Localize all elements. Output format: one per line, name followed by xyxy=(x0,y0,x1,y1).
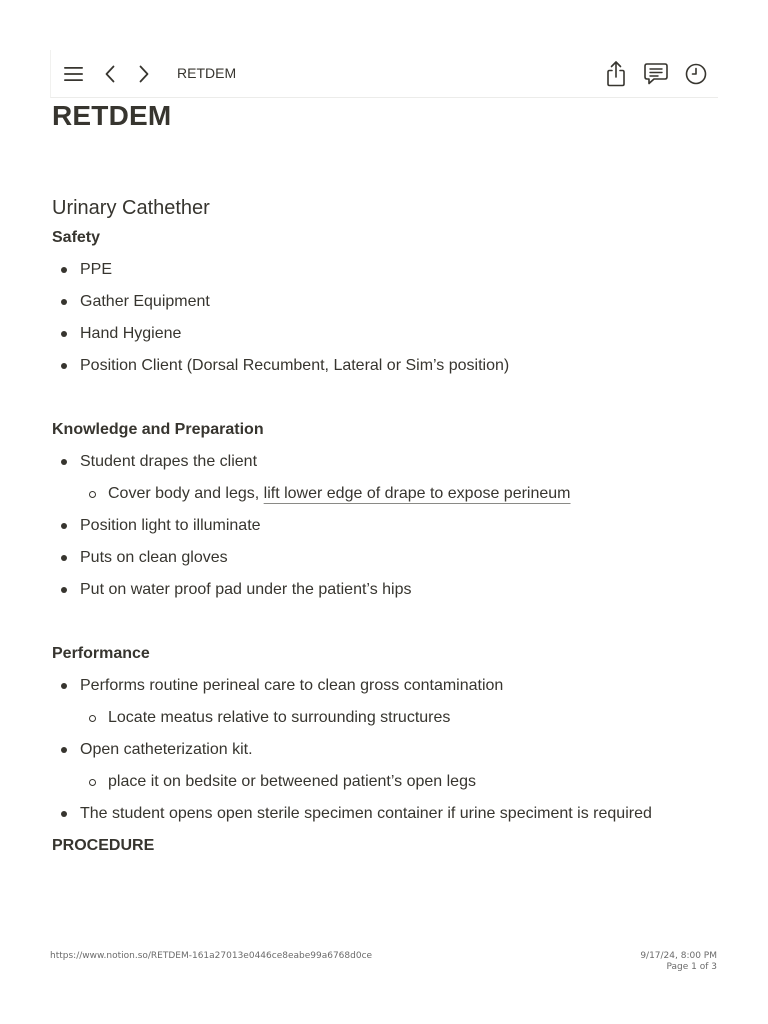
knowledge-list xyxy=(52,446,732,606)
list-item: The student opens open sterile specimen container if urine speciment is required xyxy=(52,798,732,830)
sub-list-item xyxy=(52,478,732,510)
safety-heading: Safety xyxy=(52,229,101,246)
footer-meta xyxy=(640,951,717,973)
top-bar xyxy=(50,50,718,98)
list-item: Put on water proof pad under the patient’s hips xyxy=(52,574,732,606)
page-title: RETDEM xyxy=(52,100,172,131)
performance-heading: Performance xyxy=(52,645,150,662)
sub-item-text: Cover body and legs, xyxy=(108,485,264,502)
knowledge-heading: Knowledge and Preparation xyxy=(52,421,264,438)
comment-icon[interactable] xyxy=(643,61,669,87)
chevron-right-icon[interactable] xyxy=(135,62,153,86)
list-item: Puts on clean gloves xyxy=(52,542,732,574)
footer-datetime: 9/17/24, 8:00 PM xyxy=(640,951,717,961)
list-item: Position Client (Dorsal Recumbent, Lateral or Sim’s position) xyxy=(52,350,732,382)
section-heading: Urinary Cathether xyxy=(52,197,210,219)
footer-page-number: Page 1 of 3 xyxy=(666,962,717,972)
sub-list-item: place it on bedsite or betweened patient’s open legs xyxy=(52,766,732,798)
share-icon[interactable] xyxy=(605,60,627,88)
list-item: Gather Equipment xyxy=(52,286,732,318)
performance-list xyxy=(52,670,732,830)
clock-icon[interactable] xyxy=(684,62,708,86)
breadcrumb[interactable]: RETDEM xyxy=(177,65,237,81)
safety-list xyxy=(52,254,732,382)
document-content xyxy=(52,194,732,862)
sub-list-item: Locate meatus relative to surrounding structures xyxy=(52,702,732,734)
footer-url: https://www.notion.so/RETDEM-161a27013e0446ce8eabe99a6768d0ce xyxy=(50,951,373,961)
list-item: Position light to illuminate xyxy=(52,510,732,542)
chevron-left-icon[interactable] xyxy=(101,62,119,86)
list-item: Hand Hygiene xyxy=(52,318,732,350)
list-item: Open catheterization kit. xyxy=(52,734,732,766)
list-item: PPE xyxy=(52,254,732,286)
list-item: Student drapes the client xyxy=(52,446,732,478)
hamburger-menu-icon[interactable] xyxy=(63,62,85,86)
list-item: Performs routine perineal care to clean gross contamination xyxy=(52,670,732,702)
procedure-heading: PROCEDURE xyxy=(52,837,155,854)
underlined-text: lift lower edge of drape to expose perineum xyxy=(263,485,571,502)
